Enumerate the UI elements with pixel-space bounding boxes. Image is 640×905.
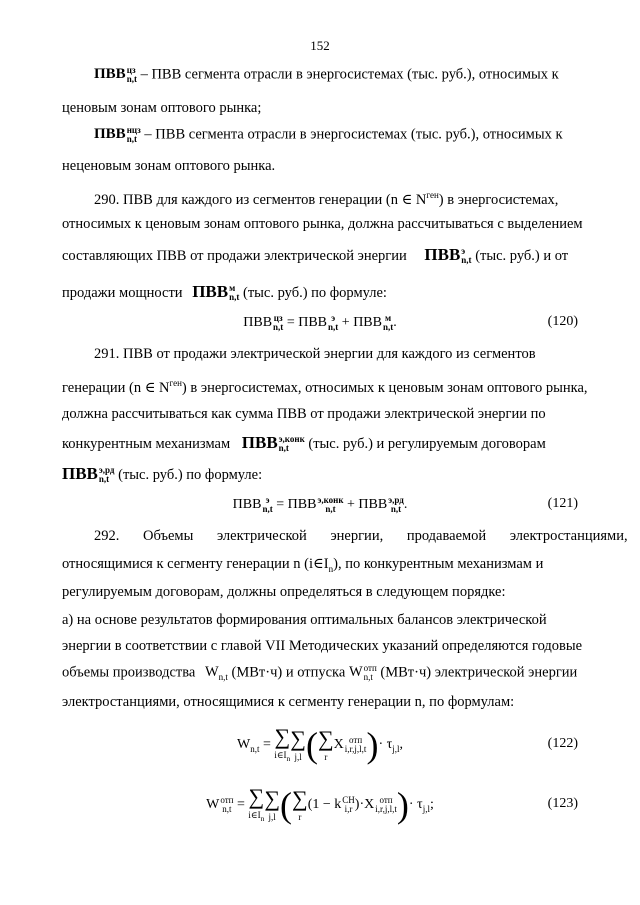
paragraph-291-line-5: ПВВ э,рд n,t (тыс. руб.) по формуле: <box>62 464 263 485</box>
tau-term: $\tau_{j,l}$ <box>386 737 400 755</box>
paragraph-291-line-4: конкурентным механизмам ПВВ э,конк n,t (тыс. руб.) и регулируемым договорам <box>62 433 546 454</box>
equation-number-123: (123) <box>547 796 578 811</box>
set-i-in-in: $i\in I_n$ <box>309 556 334 574</box>
x-opt-term: X отп i,r,j,l,t <box>333 735 367 754</box>
paragraph-290-line-3: составляющих ПВВ от продажи электрической энергии ПВВ э n,t (тыс. руб.) и от <box>62 245 569 266</box>
definition-line-3: ПВВ нцз n,t – ПВВ сегмента отрасли в энергосистемах (тыс. руб.), относимых к <box>94 125 563 144</box>
set-n-in-ngen-2: n ∈ $N^{ген}$ <box>133 378 182 396</box>
definition-line-4: неценовым зонам оптового рынка. <box>62 158 276 174</box>
eq123-lhs: W отп n,t <box>206 795 234 814</box>
symbol-pvv-e: ПВВ э n,t <box>424 245 472 266</box>
paragraph-290-line-2: относимых к ценовым зонам оптового рынка, должна рассчитываться с выделением <box>62 216 583 232</box>
equation-122: $W_{n,t}$ = ∑ $i\in I_n$ ∑ j,l ( ∑ r X отп i,r,j,l,t )· $\tau_{j,l}$, <box>236 724 404 765</box>
paragraph-291-line-2: генерации (n ∈ $N^{ген}$) в энергосистемах, относимых к ценовым зонам оптового рынка, <box>62 378 588 396</box>
tau-term-2: $\tau_{j,l}$ <box>417 797 430 815</box>
k-ch-term: k CH i,r <box>334 795 355 814</box>
symbol-pvv-cz: ПВВ цз n,t <box>94 65 137 84</box>
definition-line-1: ПВВ цз n,t – ПВВ сегмента отрасли в энергосистемах (тыс. руб.), относимых к <box>94 65 559 84</box>
x-opt-term-2: X отп i,r,j,l,t <box>364 795 397 814</box>
paragraph-290-line-1: 290. ПВВ для каждого из сегментов генерации (n ∈ $N^{ген}$) в энергосистемах, <box>94 190 559 208</box>
subparagraph-a-line-1: а) на основе результатов формирования оптимальных балансов электрической <box>62 612 547 628</box>
symbol-pvv-ncz: ПВВ нцз n,t <box>94 125 141 144</box>
page-number: 152 <box>310 38 330 53</box>
sum-r: ∑ r <box>317 726 334 762</box>
equation-number-122: (122) <box>547 736 578 751</box>
eq120-term-e: ПВВ э n,t <box>298 313 339 332</box>
equation-number-121: (121) <box>547 496 578 511</box>
paragraph-292-line-1: 292. Объемы электрической энергии, продаваемой электростанциями, <box>94 528 628 544</box>
equation-number-120: (120) <box>547 314 578 329</box>
subparagraph-a-line-3: объемы производства $W_{n,t}$ (МВт·ч) и отпуска W отп n,t (МВт·ч) электрической энергии <box>62 663 578 683</box>
symbol-pvv-ekonk: ПВВ э,конк n,t <box>241 433 305 454</box>
sum-r-2: ∑ r <box>292 786 308 822</box>
subparagraph-a-line-4: электростанциями, относящимися к сегменту генерации n, по формулам: <box>62 694 515 710</box>
paragraph-290-line-4: продажи мощности ПВВ м n,t (тыс. руб.) по формуле: <box>62 282 387 303</box>
eq121-lhs: ПВВ э n,t <box>232 495 273 514</box>
definition-line-2: ценовым зонам оптового рынка; <box>62 100 262 116</box>
subparagraph-a-line-2: энергии в соответствии с главой VII Методических указаний определяются годовые <box>62 638 583 654</box>
sum-i: ∑ $i\in I_n$ <box>274 724 291 763</box>
eq120-term-m: ПВВ м n,t <box>353 313 394 332</box>
set-n-in-ngen: n ∈ $N^{ген}$ <box>390 190 439 208</box>
sum-i-2: ∑ $i\in I_n$ <box>248 784 265 823</box>
symbol-pvv-m: ПВВ м n,t <box>192 282 240 303</box>
eq121-term-rd: ПВВ э,рд n,t <box>358 495 404 514</box>
paragraph-292-line-2: относящимися к сегменту генерации n $(i\in I_n)$, по конкурентным механизмам и <box>62 556 544 574</box>
sum-jl: ∑ j,l <box>290 726 306 762</box>
eq121-term-konk: ПВВ э,конк n,t <box>287 495 344 514</box>
equation-121: ПВВ э n,t = ПВВ э,конк n,t + ПВВ э,рд n,t . <box>232 495 408 514</box>
symbol-w-otp: W отп n,t <box>348 663 377 682</box>
eq122-lhs: $W_{n,t}$ <box>236 737 260 755</box>
sum-jl-2: ∑ j,l <box>264 786 281 822</box>
equation-120: ПВВ цз n,t = ПВВ э n,t + ПВВ м n,t . <box>243 313 397 332</box>
paragraph-292-line-3: регулируемым договорам, должны определяться в следующем порядке: <box>62 584 506 600</box>
symbol-w: $W_{n,t}$ <box>204 664 228 683</box>
symbol-pvv-erd: ПВВ э,рд n,t <box>62 464 115 485</box>
paragraph-291-line-1: 291. ПВВ от продажи электрической энергии для каждого из сегментов <box>94 346 536 362</box>
eq120-lhs: ПВВ цз n,t <box>243 313 284 332</box>
equation-123: W отп n,t = ∑ $i\in I_n$ ∑ j,l ( ∑ r (1 − k CH i,r )·X отп i,r,j,l,t )· $\tau_{j,l}$; <box>206 784 434 825</box>
paragraph-291-line-3: должна рассчитываться как сумма ПВВ от продажи электрической энергии по <box>62 406 546 422</box>
